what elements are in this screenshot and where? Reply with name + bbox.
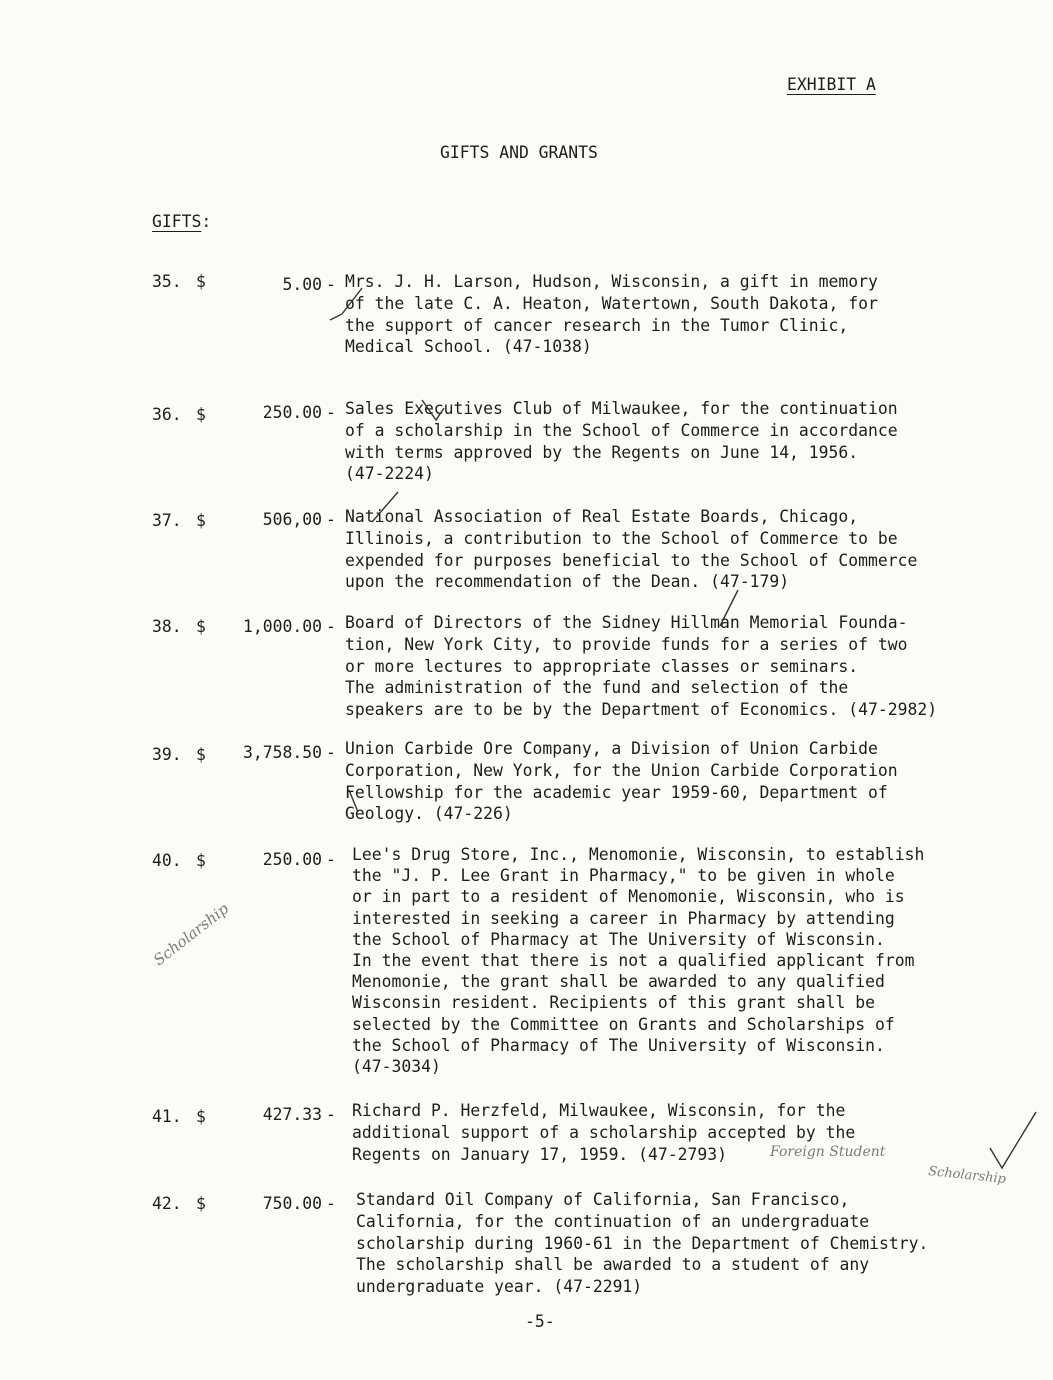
entry-line: (47-2224) xyxy=(345,464,434,484)
entry-amount: 427.33 xyxy=(262,1105,322,1124)
entry-dash: - xyxy=(326,403,336,422)
entry-amount: 506,00 xyxy=(262,510,322,529)
entry-amount: 250.00 xyxy=(262,850,322,869)
section-heading-colon: : xyxy=(201,212,212,231)
entry-line: the support of cancer research in the Tumor Clinic, xyxy=(345,315,849,335)
entry-text xyxy=(345,612,937,721)
entry-amount: 1,000.00 xyxy=(243,617,322,636)
entry-line: selected by the Committee on Grants and Scholarships of xyxy=(352,1014,895,1034)
entry-amount: 5.00 xyxy=(282,275,322,294)
entry-line: upon the recommendation of the Dean. (47-179) xyxy=(345,572,790,592)
entry-dash: - xyxy=(326,850,336,869)
entry-dash: - xyxy=(326,743,336,762)
entry-line: Mrs. J. H. Larson, Hudson, Wisconsin, a gift in memory xyxy=(345,272,878,291)
entry-line: scholarship during 1960-61 in the Department of Chemistry. xyxy=(356,1233,929,1253)
page-number: -5- xyxy=(525,1312,555,1331)
entry-line: Standard Oil Company of California, San Francisco, xyxy=(356,1190,850,1209)
entry-line: Regents on January 17, 1959. (47-2793) xyxy=(352,1144,727,1164)
entry-number: 36. xyxy=(152,405,182,424)
entry-line: undergraduate year. (47-2291) xyxy=(356,1277,643,1297)
entry-line: speakers are to be by the Department of Economics. (47-2982) xyxy=(345,700,938,720)
entry-dollar-sign: $ xyxy=(196,272,206,291)
entry-number: 42. xyxy=(152,1194,182,1213)
check-mark-icon xyxy=(990,1112,1036,1168)
entry-line: interested in seeking a career in Pharmacy by attending xyxy=(352,908,895,928)
entry-line: Corporation, New York, for the Union Carbide Corporation xyxy=(345,760,898,780)
entry-line: Geology. (47-226) xyxy=(345,804,513,824)
entry-dash: - xyxy=(326,1105,336,1124)
entry-line: The administration of the fund and selection of the xyxy=(345,678,849,698)
entry-number: 37. xyxy=(152,511,182,530)
entry-line: or more lectures to appropriate classes or seminars. xyxy=(345,656,859,676)
section-heading-label: GIFTS xyxy=(152,212,202,231)
entry-line: Lee's Drug Store, Inc., Menomonie, Wisconsin, to establish xyxy=(352,845,925,864)
entry-line: Illinois, a contribution to the School of Commerce to be xyxy=(345,528,898,548)
entry-dash: - xyxy=(326,1194,336,1213)
entry-line: In the event that there is not a qualified applicant from xyxy=(352,951,915,971)
entry-line: The scholarship shall be awarded to a student of any xyxy=(356,1255,870,1275)
entry-dollar-sign: $ xyxy=(196,405,206,424)
page-title: GIFTS AND GRANTS xyxy=(440,143,598,162)
entry-dollar-sign: $ xyxy=(196,1194,206,1213)
section-heading xyxy=(152,212,211,231)
entry-line: additional support of a scholarship accepted by the xyxy=(352,1122,856,1142)
entry-line: the School of Pharmacy of The University of Wisconsin. xyxy=(352,1035,885,1055)
entry-number: 39. xyxy=(152,745,182,764)
entry-line: Union Carbide Ore Company, a Division of Union Carbide xyxy=(345,739,878,758)
entry-number: 40. xyxy=(152,851,182,870)
entry-line: Medical School. (47-1038) xyxy=(345,337,592,357)
entry-dollar-sign: $ xyxy=(196,511,206,530)
entry-line: or in part to a resident of Menomonie, Wisconsin, who is xyxy=(352,887,905,907)
exhibit-label: EXHIBIT A xyxy=(787,75,876,94)
entry-line: Richard P. Herzfeld, Milwaukee, Wisconsin, for the xyxy=(352,1101,846,1120)
entry-dollar-sign: $ xyxy=(196,617,206,636)
entry-text xyxy=(345,271,878,358)
entry-text xyxy=(345,398,898,485)
entry-dollar-sign: $ xyxy=(196,745,206,764)
entry-line: the School of Pharmacy at The University of Wisconsin. xyxy=(352,929,885,949)
entry-number: 38. xyxy=(152,617,182,636)
entry-line: of a scholarship in the School of Commerce in accordance xyxy=(345,420,898,440)
entry-text xyxy=(345,506,917,593)
entry-dash: - xyxy=(326,275,336,294)
entry-number: 41. xyxy=(152,1107,182,1126)
entry-dash: - xyxy=(326,617,336,636)
entry-line: the "J. P. Lee Grant in Pharmacy," to be given in whole xyxy=(352,866,895,886)
handwritten-note-scholarship-right: Scholarship xyxy=(927,1163,1007,1188)
handwritten-note-scholarship: Scholarship xyxy=(150,899,233,970)
entry-number: 35. xyxy=(152,272,182,291)
entry-line: National Association of Real Estate Boards, Chicago, xyxy=(345,507,859,526)
entry-amount: 250.00 xyxy=(262,403,322,422)
entry-amount: 3,758.50 xyxy=(243,743,322,762)
entry-line: Menomonie, the grant shall be awarded to any qualified xyxy=(352,972,885,992)
entry-line: California, for the continuation of an undergraduate xyxy=(356,1211,870,1231)
handwritten-note-foreign-student: Foreign Student xyxy=(770,1144,886,1160)
entry-line: tion, New York City, to provide funds for a series of two xyxy=(345,634,908,654)
entry-line: Wisconsin resident. Recipients of this grant shall be xyxy=(352,993,876,1013)
entry-line: Fellowship for the academic year 1959-60, Department of xyxy=(345,782,888,802)
entry-text xyxy=(345,738,898,825)
entry-line: Board of Directors of the Sidney Hillman Memorial Founda- xyxy=(345,613,908,632)
entry-line: expended for purposes beneficial to the School of Commerce xyxy=(345,550,918,570)
entry-line: Sales Executives Club of Milwaukee, for the continuation xyxy=(345,399,898,418)
entry-text xyxy=(352,844,924,1077)
entry-dollar-sign: $ xyxy=(196,851,206,870)
entry-line: (47-3034) xyxy=(352,1057,441,1077)
entry-line: with terms approved by the Regents on June 14, 1956. xyxy=(345,442,859,462)
entry-line: of the late C. A. Heaton, Watertown, South Dakota, for xyxy=(345,293,878,313)
entry-text xyxy=(356,1189,928,1298)
entry-dash: - xyxy=(326,510,336,529)
entry-dollar-sign: $ xyxy=(196,1107,206,1126)
entry-amount: 750.00 xyxy=(262,1194,322,1213)
